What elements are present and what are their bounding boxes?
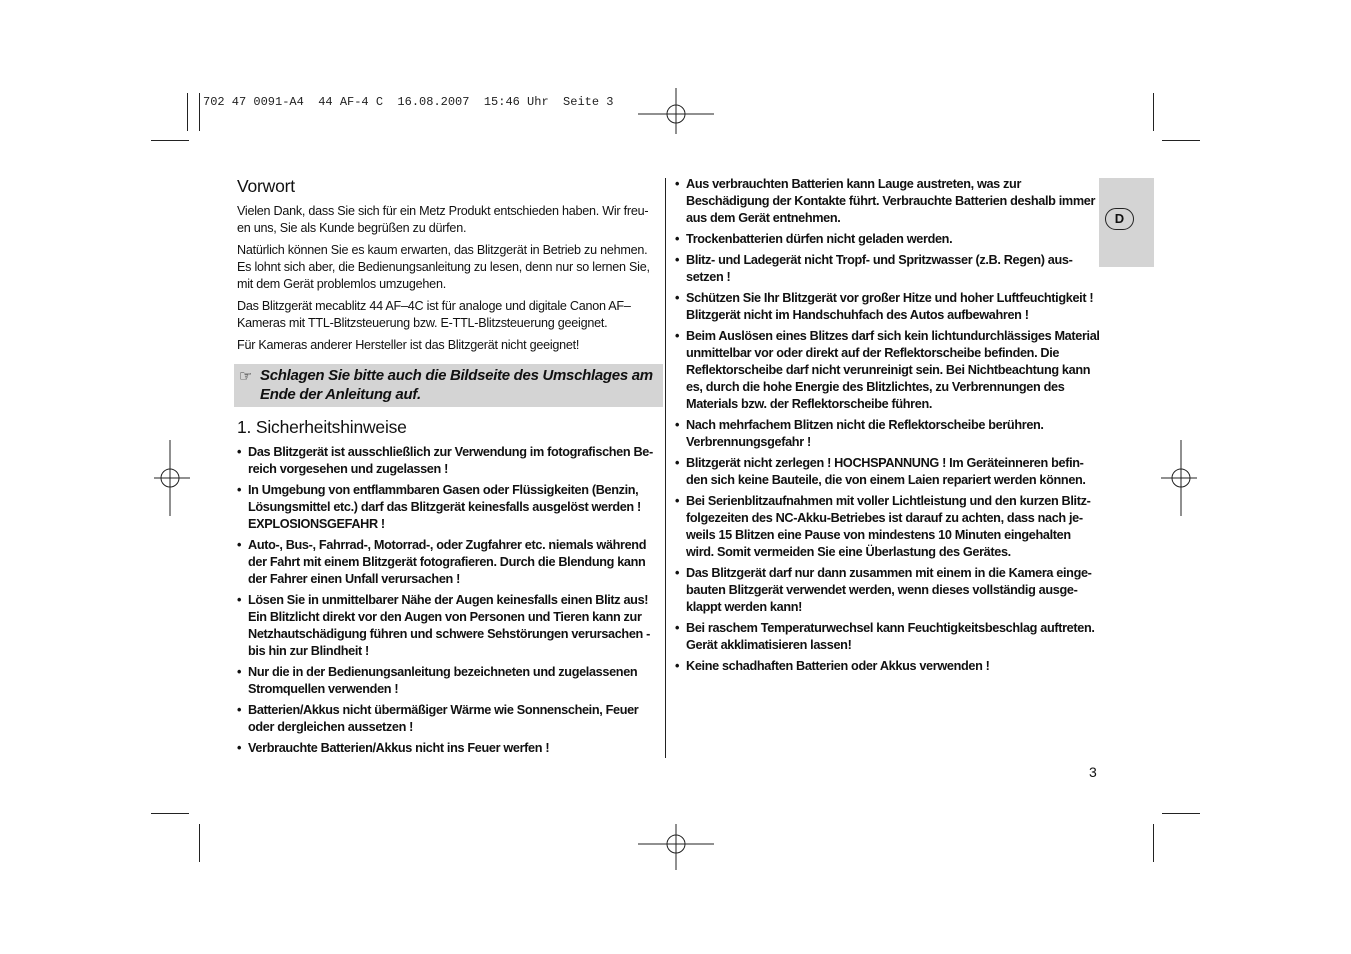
list-item: • Bei raschem Temperaturwechsel kann Feuchtigkeitsbeschlag auftreten. Gerät akklimatisieren lassen!	[675, 620, 1100, 654]
crop-mark	[1162, 140, 1200, 141]
crop-mark	[199, 93, 200, 131]
list-item: • Nur die in der Bedienungsanleitung bezeichneten und zugelassenen Stromquellen verwenden !	[237, 664, 660, 698]
cover-note-box	[234, 364, 663, 407]
crop-mark	[151, 140, 189, 141]
list-item: • Das Blitzgerät ist ausschließlich zur Verwendung im fotografischen Be-reich vorgesehen und zugelassen !	[237, 444, 660, 478]
right-column	[675, 176, 1100, 679]
crop-mark	[1153, 93, 1154, 131]
foreword-heading: Vorwort	[237, 176, 295, 196]
pointing-hand-icon: ☞	[239, 368, 253, 385]
crop-mark	[1162, 813, 1200, 814]
list-item: • Beim Auslösen eines Blitzes darf sich kein lichtundurchlässiges Material unmittelbar vor oder direkt auf der Reflektorscheibe befinden. Die Reflektorscheibe darf nicht verunreinigt sein. Bei Nichtbeachtung kann es, durch die hohe Energie des Blitzlichtes, zu Verbrennungen des Materials bzw. der Reflektorscheibe führen.	[675, 328, 1100, 413]
list-item: • Verbrauchte Batterien/Akkus nicht ins Feuer werfen !	[237, 740, 660, 757]
page-number: 3	[1089, 764, 1097, 780]
list-item: • Das Blitzgerät darf nur dann zusammen mit einem in die Kamera einge-bauten Blitzgerät verwendet werden, wenn dieses vollständig ausge-klappt werden kann!	[675, 565, 1100, 616]
safety-heading: 1. Sicherheitshinweise	[237, 417, 407, 437]
list-item: • In Umgebung von entflammbaren Gasen oder Flüssigkeiten (Benzin, Lösungsmittel etc.) darf das Blitzgerät keinesfalls ausgelöst werden ! EXPLOSIONSGEFAHR !	[237, 482, 660, 533]
intro-paragraph: Für Kameras anderer Hersteller ist das Blitzgerät nicht geeignet!	[237, 338, 580, 352]
list-item: • Trockenbatterien dürfen nicht geladen werden.	[675, 231, 1100, 248]
list-item: • Batterien/Akkus nicht übermäßiger Wärme wie Sonnenschein, Feuer oder dergleichen aussetzen !	[237, 702, 660, 736]
list-item: • Schützen Sie Ihr Blitzgerät vor großer Hitze und hoher Luftfeuchtigkeit ! Blitzgerät nicht im Handschuhfach des Autos aufbewahren !	[675, 290, 1100, 324]
registration-mark-icon	[130, 438, 210, 518]
cover-note-text: Schlagen Sie bitte auch die Bildseite des Umschlages am Ende der Anleitung auf.	[260, 367, 653, 403]
intro-paragraph: Das Blitzgerät mecablitz 44 AF–4C ist für analoge und digitale Canon AF–Kameras mit TTL-Blitzsteuerung bzw. E-TTL-Blitzsteuerung geeignet.	[237, 299, 631, 330]
registration-mark-icon	[636, 804, 716, 884]
crop-mark	[187, 93, 188, 131]
list-item: • Blitzgerät nicht zerlegen ! HOCHSPANNUNG ! Im Geräteinneren befin-den sich keine Bauteile, die von einem Laien repariert werden können.	[675, 455, 1100, 489]
registration-mark-icon	[1141, 438, 1221, 518]
list-item: • Bei Serienblitzaufnahmen mit voller Lichtleistung und den kurzen Blitz-folgezeiten des NC-Akku-Betriebes ist darauf zu achten, dass nach je-weils 15 Blitzen eine Pause von mindestens 10 Minuten eingehalten wird. Somit vermeiden Sie eine Überlastung des Gerätes.	[675, 493, 1100, 561]
crop-mark	[199, 824, 200, 862]
safety-list-left	[237, 444, 660, 757]
intro-paragraph: Natürlich können Sie es kaum erwarten, das Blitzgerät in Betrieb zu nehmen. Es lohnt sich aber, die Bedienungsanleitung zu lesen, denn nur so lernen Sie, mit dem Gerät problemlos umzugehen.	[237, 243, 650, 291]
left-column	[237, 176, 660, 761]
column-divider	[665, 178, 666, 758]
crop-mark	[151, 813, 189, 814]
list-item: • Blitz- und Ladegerät nicht Tropf- und Spritzwasser (z.B. Regen) aus-setzen !	[675, 252, 1100, 286]
list-item: • Lösen Sie in unmittelbarer Nähe der Augen keinesfalls einen Blitz aus! Ein Blitzlicht direkt vor den Augen von Personen und Tieren kann zur Netzhautschädigung führen und schwere Sehstörungen verursachen - bis hin zur Blindheit !	[237, 592, 660, 660]
crop-mark	[1153, 824, 1154, 862]
language-tab-label: D	[1105, 208, 1134, 230]
safety-list-right	[675, 176, 1100, 675]
list-item: • Aus verbrauchten Batterien kann Lauge austreten, was zur Beschädigung der Kontakte führt. Verbrauchte Batterien deshalb immer aus dem Gerät entnehmen.	[675, 176, 1100, 227]
intro-paragraph: Vielen Dank, dass Sie sich für ein Metz Produkt entschieden haben. Wir freu-en uns, Sie als Kunde begrüßen zu dürfen.	[237, 204, 649, 235]
list-item: • Nach mehrfachem Blitzen nicht die Reflektorscheibe berühren. Verbrennungsgefahr !	[675, 417, 1100, 451]
print-slug: 702 47 0091-A4 44 AF-4 C 16.08.2007 15:46 Uhr Seite 3	[203, 95, 614, 109]
list-item: • Auto-, Bus-, Fahrrad-, Motorrad-, oder Zugfahrer etc. niemals während der Fahrt mit einem Blitzgerät fotografieren. Durch die Blendung kann der Fahrer einen Unfall verursachen !	[237, 537, 660, 588]
list-item: • Keine schadhaften Batterien oder Akkus verwenden !	[675, 658, 1100, 675]
registration-mark-icon	[636, 74, 716, 154]
